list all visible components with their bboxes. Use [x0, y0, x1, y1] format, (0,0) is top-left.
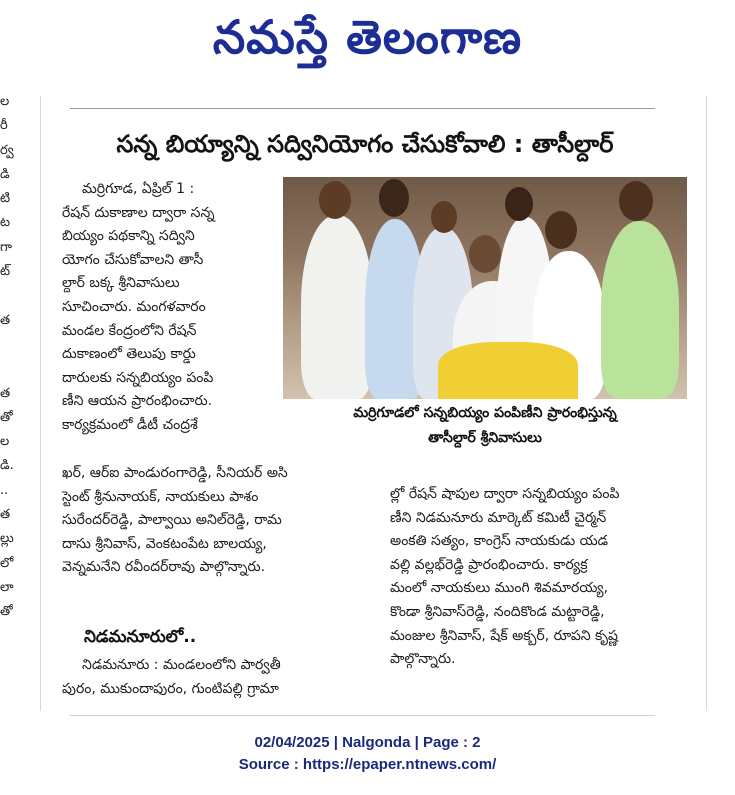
text-line: డి. — [0, 458, 14, 474]
text-line: యోగం చేసుకోవాలని తాసీ — [62, 251, 204, 268]
text-line: సూచించారు. మంగళవారం — [62, 298, 206, 315]
text-line: ల్దార్ బక్క శ్రీనివాసులు — [62, 275, 180, 292]
text-line: స్టెంట్ శ్రీనునాయక్, నాయకులు పాశం — [62, 488, 259, 505]
text-line: తో — [0, 604, 13, 620]
text-line: దాసు శ్రీనివాస్, వెంకటంపేట బాలయ్య, — [62, 535, 267, 552]
masthead-rule — [70, 108, 655, 109]
text-line: పురం, ముకుందాపురం, గుంటిపల్లి గ్రామా — [62, 680, 279, 697]
text-line: వల్లి వల్లభ్‌రెడ్డి ప్రారంభించారు. కార్యక్ర — [390, 556, 588, 573]
text-line: డి — [0, 166, 10, 182]
text-line: రీ — [0, 118, 8, 134]
photo-caption — [283, 401, 687, 451]
text-line: నిడమనూరు : మండలంలోని పార్వతీ — [82, 657, 281, 673]
column-divider-right — [706, 96, 707, 711]
text-line: త — [0, 385, 11, 401]
article-body-right — [390, 483, 700, 672]
footer-rule — [70, 715, 655, 716]
text-line: ట్ — [0, 264, 11, 280]
text-line: ణీని ఆయన ప్రారంభించారు. — [62, 393, 213, 410]
text-line: బియ్యం పథకాన్ని సద్విని — [62, 228, 195, 245]
text-line: తాసీల్దార్ శ్రీనివాసులు — [428, 430, 542, 446]
text-line: పాల్గొన్నారు. — [390, 651, 456, 668]
text-line — [0, 284, 20, 308]
text-line: దుకాణంలో తెలుపు కార్డు — [62, 346, 196, 363]
text-line: మంజుల శ్రీనివాస్, షేక్ అక్బర్, రూపని కృష్ణ — [390, 627, 618, 644]
text-line: ల — [0, 94, 10, 109]
text-line: కార్యక్రమంలో డీటీ చంద్రశే — [62, 416, 198, 433]
adjacent-column-left — [0, 90, 20, 710]
text-line: లా — [0, 579, 14, 595]
text-line: వెన్నమనేని రవీందర్‌రావు పాల్గొన్నారు. — [62, 559, 266, 576]
section-subhead: నిడమనూరులో.. — [84, 627, 197, 647]
text-line: ల్లు — [0, 531, 14, 547]
text-line: దారులకు సన్నబియ్యం పంపి — [62, 369, 214, 386]
text-line: త — [0, 507, 11, 523]
article-headline: సన్న బియ్యాన్ని సద్వినియోగం చేసుకోవాలి : తాసీల్దార్ — [116, 130, 614, 158]
text-line: ల — [0, 434, 10, 450]
masthead-logo: నమస్తే తెలంగాణ — [212, 10, 523, 64]
text-line: గా — [0, 239, 12, 255]
footer-date-edition: 02/04/2025 | Nalgonda | Page : 2 — [254, 734, 481, 751]
text-line: అంకతి సత్యం, కాంగ్రెస్ నాయకుడు యడ — [390, 533, 608, 550]
article-body-wide — [62, 462, 380, 580]
article-body-continued — [62, 654, 380, 701]
text-line: .. — [0, 482, 9, 498]
column-divider-left — [40, 96, 41, 711]
text-line: మర్రిగూడలో సన్నబియ్యం పంపిణీని ప్రారంభిస్తున్న — [353, 405, 617, 421]
text-line: ట — [0, 215, 11, 231]
text-line: ణీని నిడమనూరు మార్కెట్ కమిటీ చైర్మన్ — [390, 509, 607, 526]
text-line: తో — [0, 409, 13, 425]
footer-source-link[interactable]: Source : https://epaper.ntnews.com/ — [238, 756, 497, 773]
text-line — [0, 333, 20, 357]
text-line: ర్వ — [0, 142, 14, 158]
text-line: ల్లో రేషన్ షాపుల ద్వారా సన్నబియ్యం పంపి — [390, 486, 620, 502]
text-line: కొండా శ్రీనివాస్‌రెడ్డి, నందికొండ మట్టారెడ్డి, — [390, 603, 605, 620]
text-line — [0, 357, 20, 381]
text-line: మంలో నాయకులు ముంగి శివమారయ్య, — [390, 580, 609, 597]
text-line: లో — [0, 555, 14, 571]
text-line: మండల కేంద్రంలోని రేషన్ — [62, 322, 197, 339]
text-line: మర్రిగూడ, ఏప్రిల్ 1 : — [82, 181, 195, 197]
text-line: సురేందర్‌రెడ్డి, పాల్వాయి అనిల్‌రెడ్డి, రామ — [62, 512, 282, 529]
text-line: టి — [0, 191, 11, 207]
text-line: త — [0, 312, 11, 328]
text-line: రేషన్ దుకాణాల ద్వారా సన్న — [62, 204, 215, 221]
text-line: ఖర్, ఆర్ఐ పాండురంగారెడ్డి, సీనియర్ అసి — [62, 465, 288, 481]
article-photo — [283, 177, 687, 399]
article-body-narrow — [62, 178, 276, 438]
